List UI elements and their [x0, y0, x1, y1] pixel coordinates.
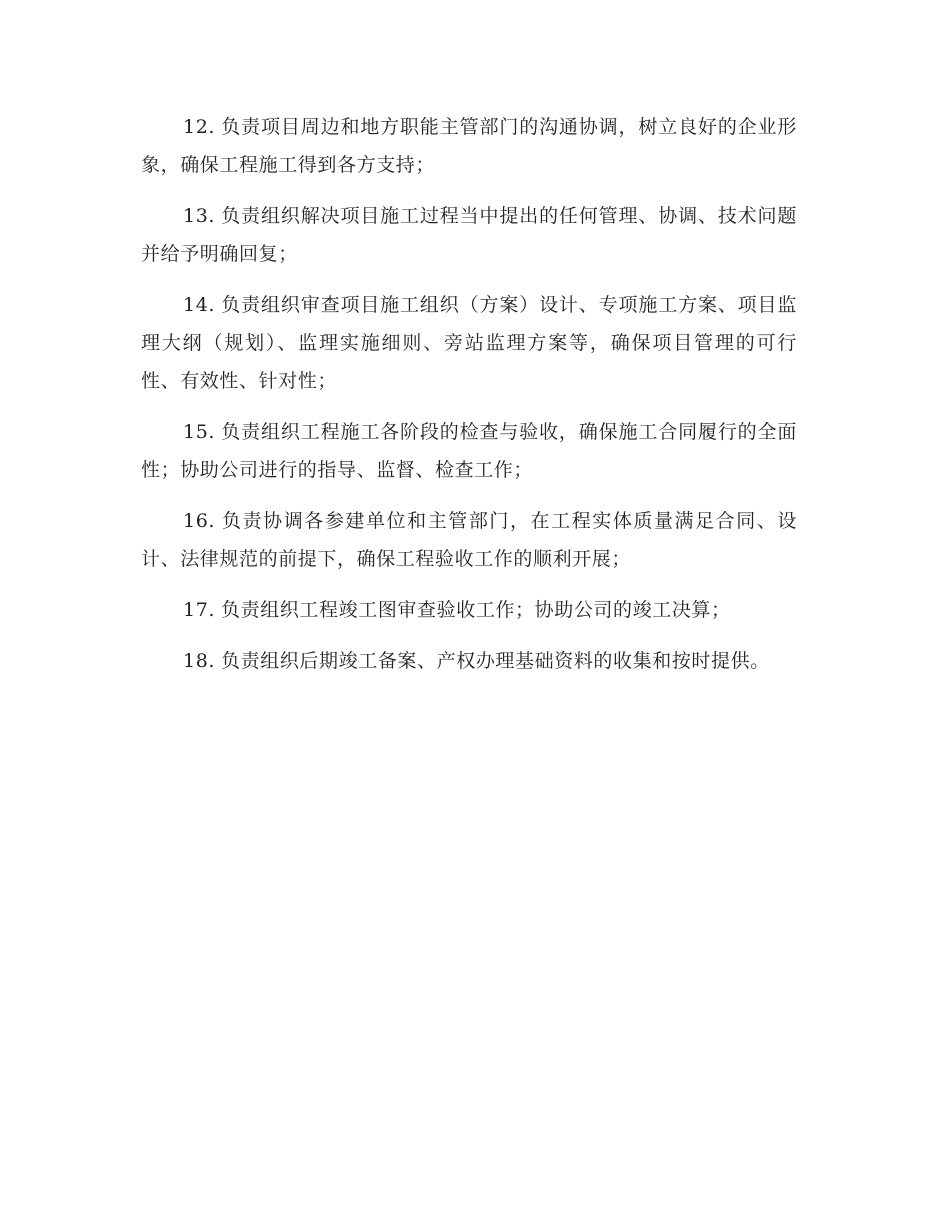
list-item [141, 591, 797, 629]
item-number: 14. [183, 294, 216, 316]
item-text: 负责组织工程施工各阶段的检查与验收，确保施工合同履行的全面性；协助公司进行的指导、监督、检查工作； [141, 421, 797, 481]
list-item [141, 286, 797, 400]
item-text: 负责协调各参建单位和主管部门，在工程实体质量满足合同、设计、法律规范的前提下，确保工程验收工作的顺利开展； [141, 510, 797, 570]
item-number: 18. [183, 650, 216, 672]
list-item [141, 108, 797, 184]
item-number: 13. [183, 205, 216, 227]
document-body [141, 108, 797, 693]
list-item [141, 413, 797, 489]
item-number: 12. [183, 116, 216, 138]
item-text: 负责组织工程竣工图审查验收工作；协助公司的竣工决算； [221, 599, 731, 621]
item-text: 负责组织后期竣工备案、产权办理基础资料的收集和按时提供。 [221, 650, 770, 672]
item-text: 负责组织解决项目施工过程当中提出的任何管理、协调、技术问题并给予明确回复； [141, 205, 797, 265]
list-item [141, 642, 797, 680]
list-item [141, 502, 797, 578]
item-text: 负责项目周边和地方职能主管部门的沟通协调，树立良好的企业形象，确保工程施工得到各方支持； [141, 116, 797, 176]
list-item [141, 197, 797, 273]
item-number: 16. [183, 510, 216, 532]
item-number: 15. [183, 421, 216, 443]
item-text: 负责组织审查项目施工组织（方案）设计、专项施工方案、项目监理大纲（规划）、监理实施细则、旁站监理方案等，确保项目管理的可行性、有效性、针对性； [141, 294, 797, 392]
item-number: 17. [183, 599, 216, 621]
